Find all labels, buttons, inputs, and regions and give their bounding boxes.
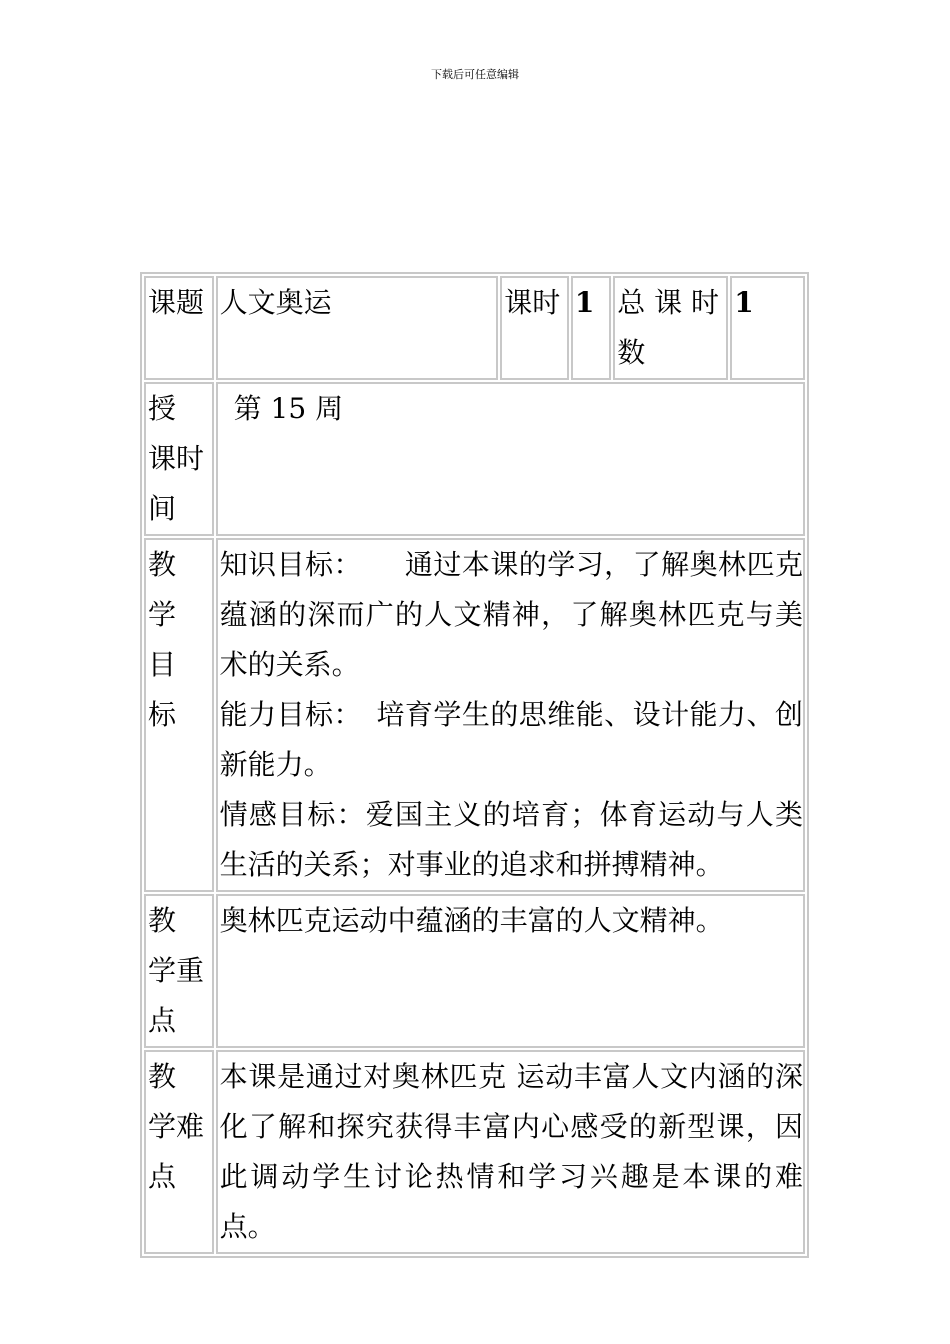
row-key-points	[144, 894, 805, 1048]
row-difficulties	[144, 1050, 805, 1254]
goal-label-char: 教	[148, 548, 177, 581]
lesson-plan-table	[140, 272, 809, 1258]
teaching-goals-label	[144, 538, 214, 892]
topic-value: 人文奥运	[216, 276, 499, 380]
key-points-label: 教 学重点	[144, 894, 214, 1048]
header-note: 下载后可任意编辑	[431, 68, 519, 81]
class-hours-label: 课时	[500, 276, 569, 380]
goal-label-char: 学	[148, 598, 177, 631]
emotion-goal: 情感目标：爱国主义的培育；体育运动与人类生活的关系；对事业的追求和拼搏精神。	[219, 798, 803, 881]
knowledge-goal: 知识目标： 通过本课的学习，了解奥林匹克蕴涵的深而广的人文精神，了解奥林匹克与美术的关系。	[219, 548, 803, 681]
class-hours-value: 1	[571, 276, 611, 380]
ability-goal: 能力目标： 培育学生的思维能、设计能力、创新能力。	[219, 698, 803, 781]
difficulties-value: 本课是通过对奥林匹克 运动丰富人文内涵的深化了解和探究获得丰富内心感受的新型课，因此调动学生讨论热情和学习兴趣是本课的难点。	[216, 1050, 805, 1254]
topic-label: 课题	[144, 276, 214, 380]
total-hours-value: 1	[730, 276, 805, 380]
teaching-goals-content	[216, 538, 805, 892]
row-teaching-goals	[144, 538, 805, 892]
total-hours-label: 总 课 时数	[613, 276, 728, 380]
goal-label-char: 目	[148, 648, 177, 681]
row-teaching-time	[144, 382, 805, 536]
row-topic	[144, 276, 805, 380]
key-points-value: 奥林匹克运动中蕴涵的丰富的人文精神。	[216, 894, 805, 1048]
difficulties-label: 教 学难点	[144, 1050, 214, 1254]
teaching-time-value: 第 15 周	[216, 382, 805, 536]
teaching-time-label: 授 课时间	[144, 382, 214, 536]
goal-label-char: 标	[148, 698, 177, 731]
